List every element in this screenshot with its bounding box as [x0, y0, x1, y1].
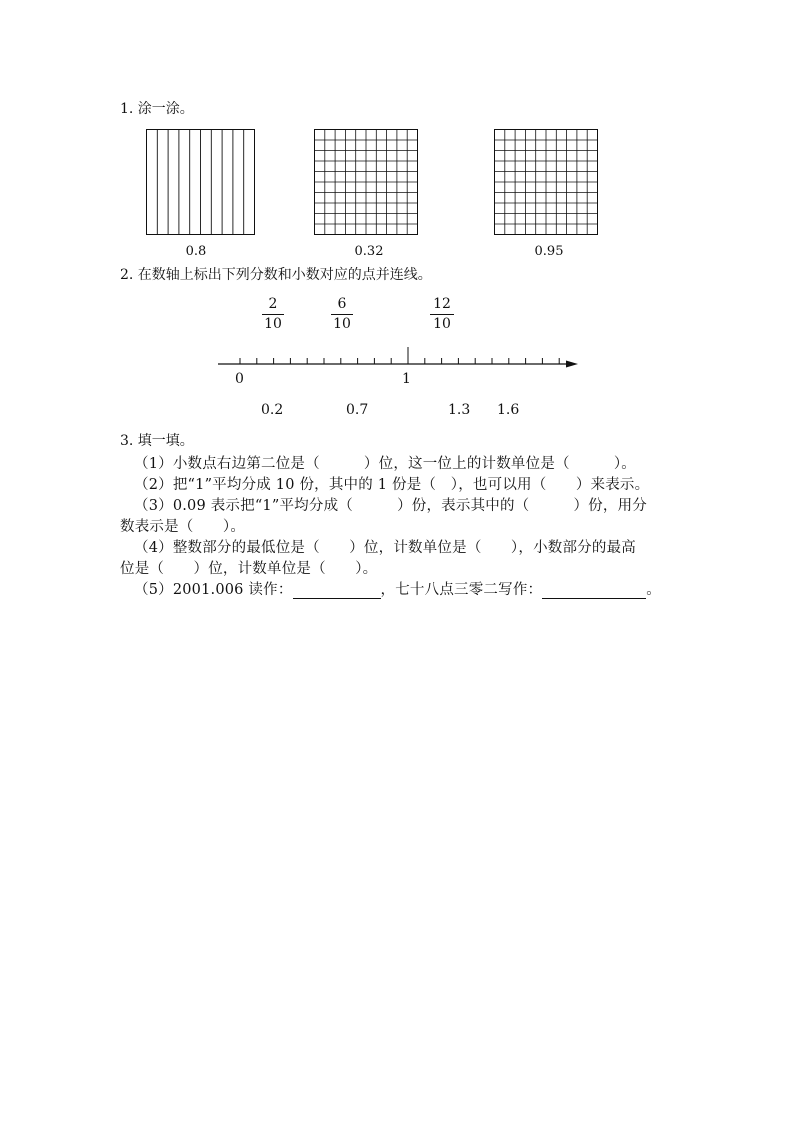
- axis-label-1: 1: [402, 371, 411, 387]
- fraction-6-10: [331, 296, 353, 333]
- q3-line-5: [134, 578, 661, 599]
- grid-strips-0-8: [146, 129, 256, 236]
- grid-label-0-95: 0.95: [534, 244, 564, 259]
- q3-line-4: （4）整数部分的最低位是（ ）位，计数单位是（ ），小数部分的最高: [134, 540, 636, 556]
- q3-line-2: （2）把“1”平均分成 10 份，其中的 1 份是（ ），也可以用（ ）来表示。: [134, 477, 650, 493]
- answer-blank-write[interactable]: [542, 584, 646, 599]
- number-line: [214, 344, 580, 370]
- fraction-numerator: 12: [433, 296, 451, 312]
- decimal-1-3: 1.3: [448, 402, 471, 418]
- q1-title: 1. 涂一涂。: [120, 101, 194, 117]
- line5-end: 。: [646, 582, 661, 598]
- q3-line-3-cont: 数表示是（ ）。: [120, 519, 246, 535]
- q3-line-4-cont: 位是（ ）位，计数单位是（ ）。: [120, 561, 378, 577]
- decimal-0-2: 0.2: [261, 402, 284, 418]
- fraction-numerator: 2: [268, 296, 278, 312]
- decimal-0-7: 0.7: [346, 402, 369, 418]
- fraction-denominator: 10: [333, 316, 351, 332]
- fraction-denominator: 10: [264, 316, 282, 332]
- fraction-numerator: 6: [337, 296, 347, 312]
- fraction-12-10: [430, 296, 454, 333]
- fraction-2-10: [262, 296, 284, 333]
- decimal-1-6: 1.6: [497, 402, 520, 418]
- q3-line-3: （3）0.09 表示把“1”平均分成（ ）份，表示其中的（ ）份，用分: [134, 498, 647, 514]
- q2-title: 2. 在数轴上标出下列分数和小数对应的点并连线。: [120, 267, 432, 283]
- line5-read-prompt: （5）2001.006 读作：: [134, 582, 293, 598]
- grid-label-0-32: 0.32: [354, 244, 384, 259]
- fraction-denominator: 10: [433, 316, 451, 332]
- axis-label-0: 0: [235, 371, 244, 387]
- answer-blank-read[interactable]: [293, 584, 381, 599]
- grid-squares-0-32: [314, 129, 419, 236]
- q3-title: 3. 填一填。: [120, 433, 194, 449]
- grid-squares-0-95: [494, 129, 599, 236]
- line5-write-prompt: ，七十八点三零二写作：: [380, 582, 543, 598]
- q3-line-1: （1）小数点右边第二位是（ ）位，这一位上的计数单位是（ ）。: [134, 456, 636, 472]
- grid-label-0-8: 0.8: [185, 244, 207, 259]
